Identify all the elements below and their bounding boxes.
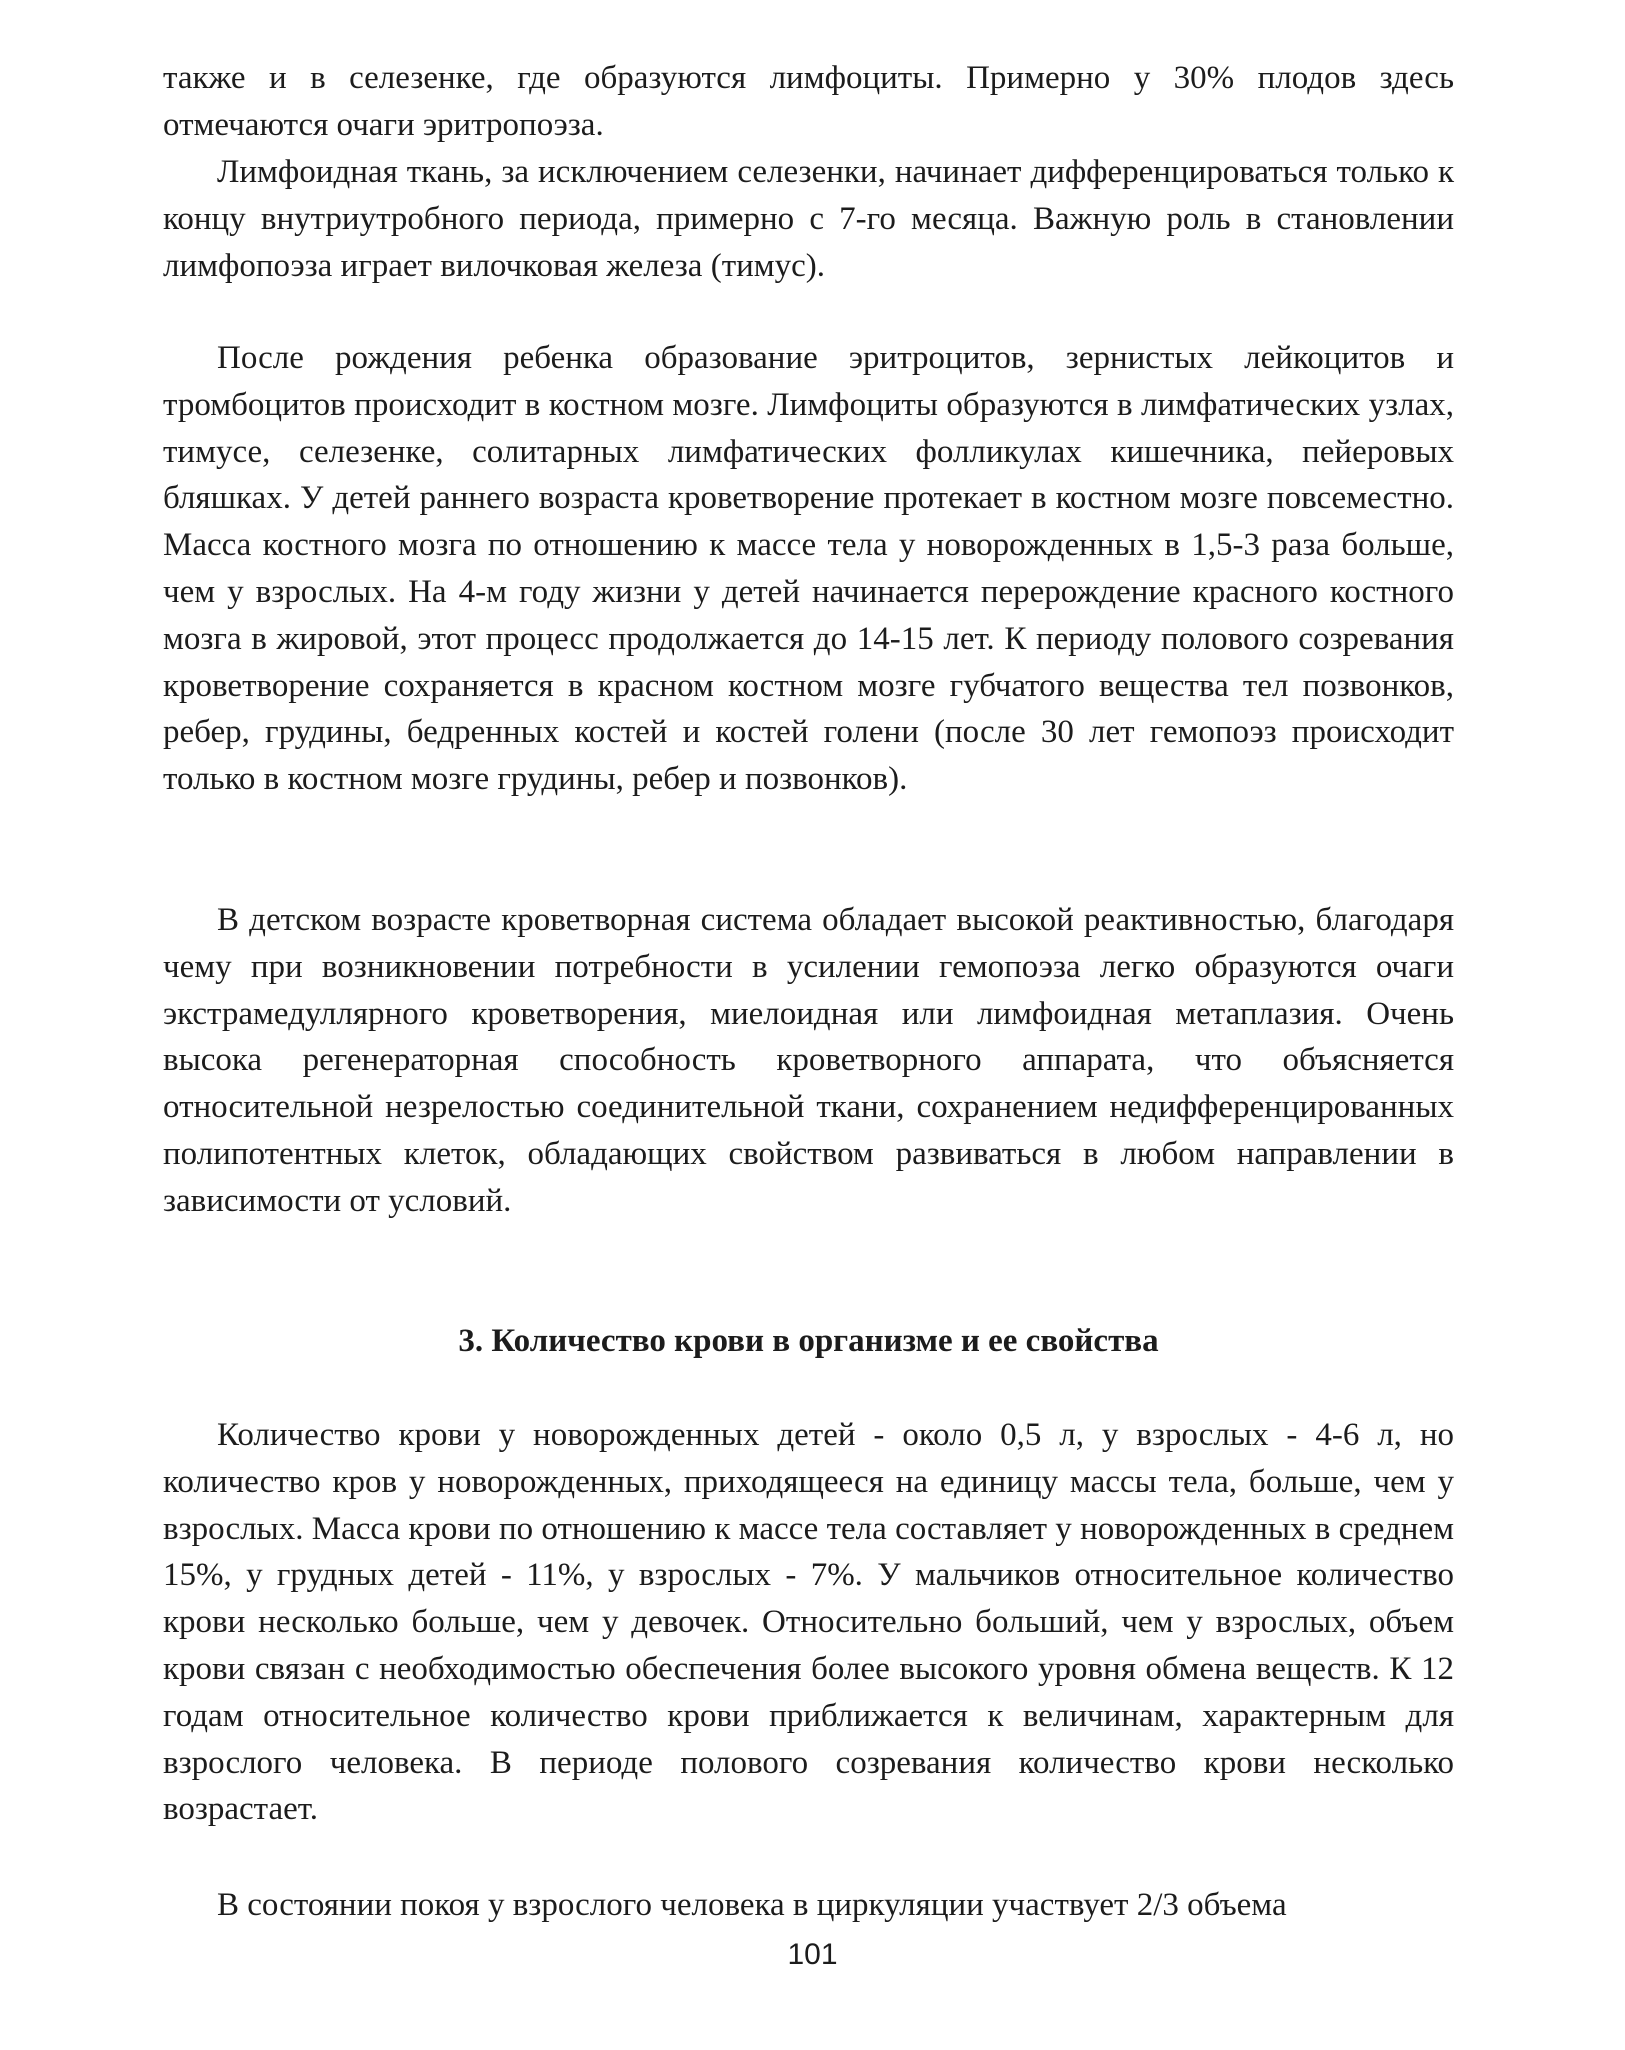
paragraph: В состоянии покоя у взрослого человека в циркуляции участвует 2/3 объема: [217, 1887, 1287, 1923]
section-heading: 3. Количество крови в организме и ее свойства: [458, 1323, 1159, 1359]
paragraph: Количество крови у новорожденных детей - около 0,5 л, у взрослых - 4-6 л, но количество кров у новорожденных, приходящееся на единицу массы тела, больше, чем у взрослых. Масса крови по отношению к массе тела составляет у новорожденных в среднем 15%, у грудных детей - 11%, у взрослых - 7%. У мальчиков относительное количество крови несколько больше, чем у девочек. Относительно больший, чем у взрослых, объем крови связан с необходимостью обеспечения более высокого уровня обмена веществ. К 12 годам относительное количество крови приближается к величинам, характерным для взрослого человека. В периоде полового созревания количество крови несколько возрастает.: [163, 1417, 1454, 1828]
paragraph: После рождения ребенка образование эритроцитов, зернистых лейкоцитов и тромбоцитов происходит в костном мозге. Лимфоциты образуются в лимфатических узлах, тимусе, селезенке, солитарных лимфатических фолликулах кишечника, пейеровых бляшках. У детей раннего возраста кроветворение протекает в костном мозге повсеместно. Масса костного мозга по отношению к массе тела у новорожденных в 1,5-3 раза больше, чем у взрослых. На 4-м году жизни у детей начинается перерождение красного костного мозга в жировой, этот процесс продолжается до 14-15 лет. К периоду полового созревания кроветворение сохраняется в красном костном мозге губчатого вещества тел позвонков, ребер, грудины, бедренных костей и костей голени (после 30 лет гемопоэз происходит только в костном мозге грудины, ребер и позвонков).: [163, 340, 1454, 798]
paragraph: В детском возрасте кроветворная система обладает высокой реактивностью, благодаря чему при возникновении потребности в усилении гемопоэза легко образуются очаги экстрамедуллярного кроветворения, миелоидная или лимфоидная метаплазия. Очень высока регенераторная способность кроветворного аппарата, что объясняется относительной незрелостью соединительной ткани, сохранением недифференцированных полипотентных клеток, обладающих свойством развиваться в любом направлении в зависимости от условий.: [163, 902, 1454, 1219]
paragraph: также и в селезенке, где образуются лимфоциты. Примерно у 30% плодов здесь отмечаются очаги эритропоэза.: [163, 60, 1454, 143]
page-number: 101: [787, 1938, 838, 1971]
paragraph: Лимфоидная ткань, за исключением селезенки, начинает дифференцироваться только к концу внутриутробного периода, примерно с 7-го месяца. Важную роль в становлении лимфопоэза играет вилочковая железа (тимус).: [163, 154, 1454, 284]
